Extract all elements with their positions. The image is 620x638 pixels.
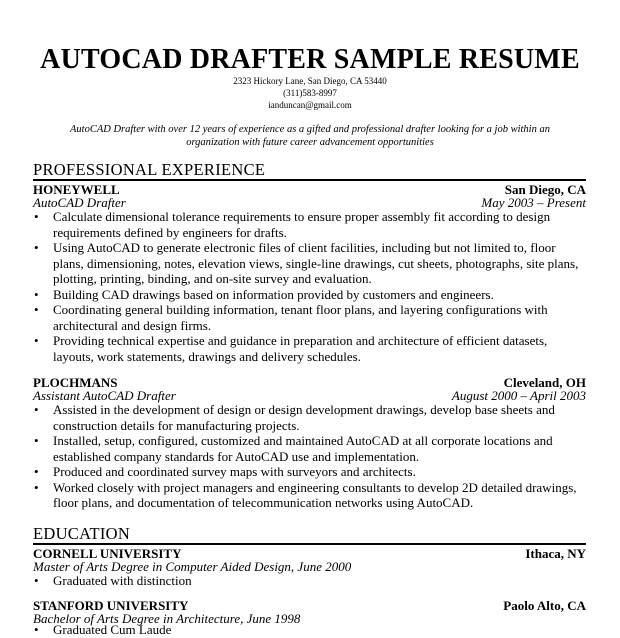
bullet-icon: • [34,573,39,588]
job-bullets [33,209,586,364]
bullet-item: • Assisted in the development of design or design development drawings, develop base sheets and construction details for manufacturing projects. [34,402,555,433]
bullet-icon: • [34,402,39,417]
bullet-icon: • [34,209,39,224]
bullet-item: • Calculate dimensional tolerance requirements to ensure proper assembly fit according to design requirements defined by engineers for drafts. [34,209,551,240]
school-location: Ithaca, NY [525,546,586,561]
contact-phone: (311)583-8997 [283,88,337,98]
school-name: STANFORD UNIVERSITY [33,598,189,613]
section-heading-education: EDUCATION [33,525,586,545]
bullet-icon: • [34,302,39,317]
section-heading-experience: PROFESSIONAL EXPERIENCE [33,161,586,181]
job-role: Assistant AutoCAD Drafter [33,388,176,403]
degree-text: Bachelor of Arts Degree in Architecture, June 1998 [33,611,301,626]
summary-text: AutoCAD Drafter with over 12 years of experience as a gifted and professional drafter looking for a job within an organization with future career advancement opportunities [70,124,550,148]
bullet-icon: • [34,286,39,302]
contact-address: 2323 Hickory Lane, San Diego, CA 53440 [233,76,387,86]
bullet-item: • Coordinating general building information, tenant floor plans, and layering configurations with architectural and design firms. [34,302,548,333]
job-dates: May 2003 – Present [481,195,586,210]
bullet-item: • Building CAD drawings based on information provided by customers and engineers. [34,286,494,302]
bullet-icon: • [34,479,39,495]
bullet-item: • Graduated with distinction [34,573,192,588]
job-role: AutoCAD Drafter [33,195,126,210]
school-name: CORNELL UNIVERSITY [33,546,182,561]
bullet-icon: • [34,433,39,448]
bullet-item: • Graduated Cum Laude [34,622,172,637]
bullet-item: • Providing technical expertise and guidance in preparation and architecture of efficient datasets, layouts, work statements, drawings and delivery schedules. [34,333,548,364]
bullet-item: • Installed, setup, configured, customized and maintained AutoCAD at all corporate locations and established company standards for AutoCAD use and implementation. [34,433,553,464]
job-location: Cleveland, OH [503,375,586,390]
school-bullets [33,573,586,589]
bullet-icon: • [34,333,39,348]
company-name: PLOCHMANS [33,375,118,390]
degree-text: Master of Arts Degree in Computer Aided Design, June 2000 [33,559,352,574]
resume-title: AUTOCAD DRAFTER SAMPLE RESUME [40,44,580,75]
bullet-icon: • [34,622,39,637]
job-bullets [33,402,586,511]
company-name: HONEYWELL [33,182,120,197]
school-location: Paolo Alto, CA [503,598,586,613]
bullet-icon: • [34,240,39,255]
contact-email: ianduncan@gmail.com [268,100,352,110]
bullet-item: • Using AutoCAD to generate electronic files of client facilities, including but not limited to, floor plans, dimensioning, notes, elevation views, single-line drawings, cut sheets, photographs, site plans, plotting, printing, binding, and on-site survey and evaluation. [34,240,579,286]
job-location: San Diego, CA [504,182,586,197]
bullet-icon: • [34,464,39,479]
bullet-item: • Worked closely with project managers and engineering consultants to develop 2D detailed drawings, floor plans, and documentation of telecommunication networks using AutoCAD. [34,479,577,510]
bullet-item: • Produced and coordinated survey maps with surveyors and architects. [34,464,416,479]
job-dates: August 2000 – April 2003 [451,388,586,403]
